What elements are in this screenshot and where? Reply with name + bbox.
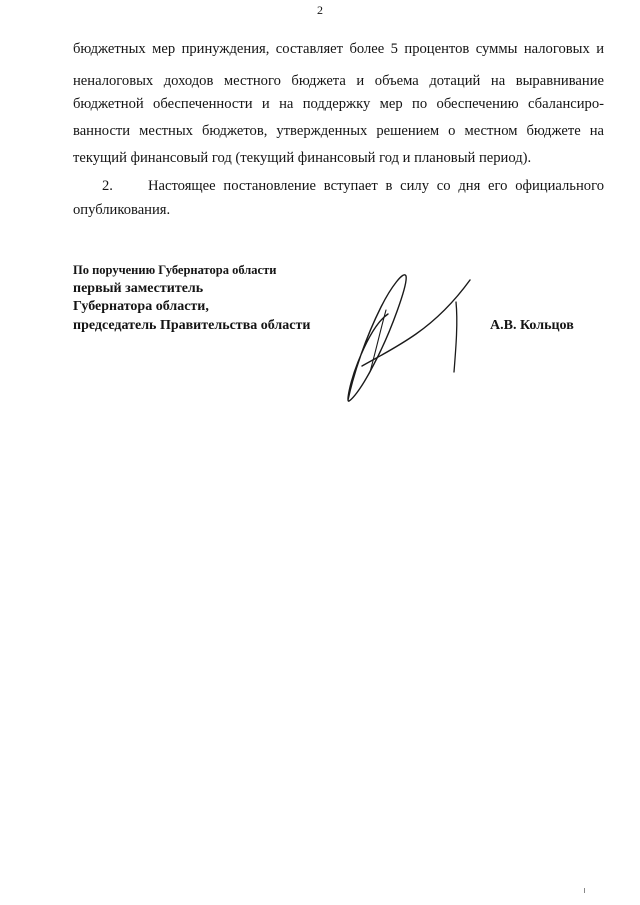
- paragraph-line: ванности местных бюджетов, утвержденных решением о местном бюджете на: [73, 123, 604, 139]
- signer-name: А.В. Кольцов: [490, 318, 574, 333]
- signer-position: первый заместитель: [73, 281, 204, 296]
- scan-artifact: [584, 888, 585, 893]
- paragraph-line: бюджетных мер принуждения, составляет более 5 процентов суммы налоговых и: [73, 41, 604, 57]
- paragraph-line: опубликования.: [73, 202, 171, 218]
- paragraph-line: бюджетной обеспеченности и на поддержку мер по обеспечению сбалансиро-: [73, 96, 604, 112]
- paragraph-line: Настоящее постановление вступает в силу со дня его официального: [148, 178, 604, 194]
- handwritten-signature: [336, 262, 486, 412]
- on-behalf-label: По поручению Губернатора области: [73, 263, 277, 277]
- item-number: 2.: [102, 178, 113, 194]
- signer-position: председатель Правительства области: [73, 318, 311, 333]
- page-number: 2: [317, 3, 323, 17]
- paragraph-line: текущий финансовый год (текущий финансовый год и плановый период).: [73, 150, 532, 166]
- paragraph-line: неналоговых доходов местного бюджета и объема дотаций на выравнивание: [73, 73, 604, 89]
- signer-position: Губернатора области,: [73, 299, 209, 314]
